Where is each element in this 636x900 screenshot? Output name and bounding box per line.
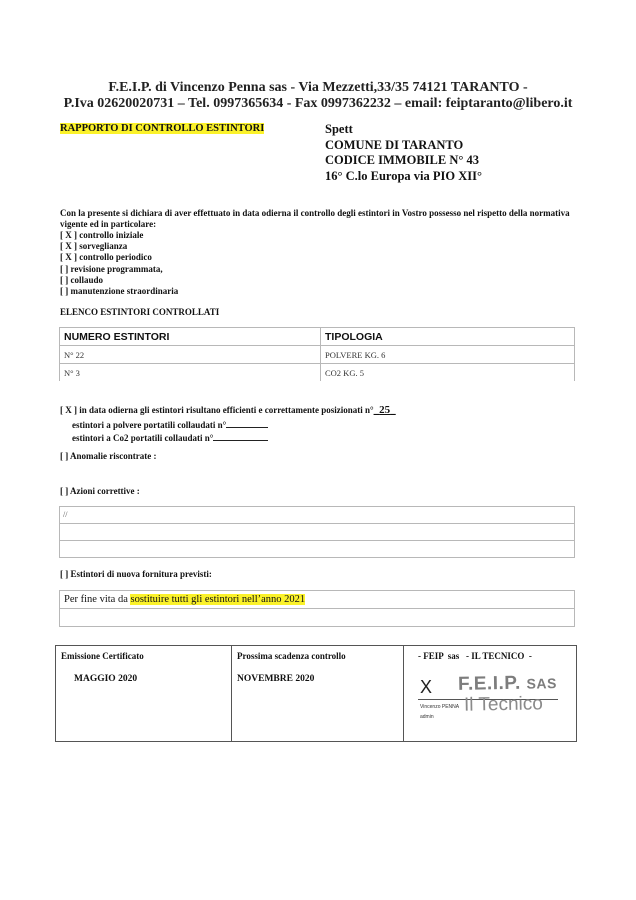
scadenza-column xyxy=(232,646,404,741)
table-row xyxy=(60,364,575,382)
azioni-label: [ ] Azioni correttive : xyxy=(60,486,140,496)
table-header-row xyxy=(60,328,575,346)
table-cell-number: N° 3 xyxy=(60,364,321,382)
anomalie-label: [ ] Anomalie riscontrate : xyxy=(60,451,157,461)
azioni-box xyxy=(59,506,575,558)
emissione-value: MAGGIO 2020 xyxy=(74,674,138,684)
checklist-mark: [ ] xyxy=(60,274,69,285)
recipient-name: COMUNE DI TARANTO xyxy=(325,137,464,152)
extinguisher-list-title: ELENCO ESTINTORI CONTROLLATI xyxy=(60,307,220,317)
polvere-blank xyxy=(226,419,268,428)
checklist-label: controllo periodico xyxy=(79,252,152,263)
recipient-code: CODICE IMMOBILE N° 43 xyxy=(325,153,479,167)
checklist-item xyxy=(60,264,178,275)
extinguisher-table xyxy=(59,327,575,381)
report-title-text: RAPPORTO DI CONTROLLO ESTINTORI xyxy=(60,123,265,134)
checklist-mark: [ X ] xyxy=(60,230,77,240)
intro-paragraph: Con la presente si dichiara di aver effettuato in data odierna il controllo degli estintori in Vostro possesso nel rispetto della normativa vigente ed in particolare: xyxy=(60,208,570,229)
scadenza-label: Prossima scadenza controllo xyxy=(237,651,346,661)
polvere-collaudati-line: estintori a polvere portatili collaudati n° xyxy=(72,419,268,432)
collaudo-lines xyxy=(72,419,268,444)
certificate-box xyxy=(55,645,577,742)
recipient-salutation: Spett xyxy=(325,122,353,136)
checklist-label: collaudo xyxy=(70,274,104,285)
company-header-line1: F.E.I.P. di Vincenzo Penna sas - Via Mezzetti,33/35 74121 TARANTO - xyxy=(108,80,528,95)
checklist-item xyxy=(60,230,178,241)
table-cell-number: N° 22 xyxy=(60,346,321,364)
checklist-item xyxy=(60,252,178,263)
checklist-item xyxy=(60,241,178,252)
report-title xyxy=(60,123,264,134)
nuova-fornitura-label: [ ] Estintori di nuova fornitura previsti: xyxy=(60,569,212,579)
tecnico-column xyxy=(404,646,576,741)
checklist-label: controllo iniziale xyxy=(79,230,144,240)
table-row xyxy=(60,346,575,364)
signature-x-mark: X xyxy=(420,677,433,697)
column-header-type: TIPOLOGIA xyxy=(321,328,575,346)
recipient-block xyxy=(325,122,482,184)
checklist-item xyxy=(60,286,178,297)
co2-collaudati-line: estintori a Co2 portatili collaudati n° xyxy=(72,432,268,445)
checklist-mark: [ X ] xyxy=(60,252,77,263)
emissione-label: Emissione Certificato xyxy=(61,651,144,661)
checklist-label: sorveglianza xyxy=(79,241,128,252)
co2-blank xyxy=(213,432,268,441)
scadenza-value: NOVEMBRE 2020 xyxy=(237,674,315,684)
azioni-row xyxy=(60,541,574,558)
checklist-item xyxy=(60,275,178,286)
checklist-mark: [ ] xyxy=(60,263,69,274)
stamp-tecnico: Il Tecnico xyxy=(463,693,544,716)
signature-role: admin xyxy=(420,714,434,720)
tecnico-label: - FEIP sas - IL TECNICO - xyxy=(418,651,532,661)
table-cell-type: CO2 KG. 5 xyxy=(321,364,575,382)
stamp-company: F.E.I.P. SAS xyxy=(457,672,558,695)
recipient-address: 16° C.lo Europa via PIO XII° xyxy=(325,168,483,183)
checklist-mark: [ ] xyxy=(60,286,69,297)
status-count: _25_ xyxy=(373,404,396,416)
checklist-label: manutenzione straordinaria xyxy=(70,286,179,297)
status-statement xyxy=(60,405,396,416)
status-prefix: [ X ] in data odierna gli estintori risultano efficienti e correttamente posizionati n° xyxy=(60,405,374,415)
fornitura-box xyxy=(59,590,575,627)
checklist-mark: [ X ] xyxy=(60,241,77,252)
column-header-number: NUMERO ESTINTORI xyxy=(60,328,321,346)
control-checklist xyxy=(60,230,178,297)
table-cell-type: POLVERE KG. 6 xyxy=(321,346,575,364)
emissione-column xyxy=(56,646,232,741)
fornitura-row-empty xyxy=(60,609,574,627)
fornitura-prefix: Per fine vita da xyxy=(64,594,131,605)
azioni-row: // xyxy=(60,507,574,524)
signature-name: Vincenzo PENNA xyxy=(420,704,460,710)
company-header-line2: P.Iva 02620020731 – Tel. 0997365634 - Fax 0997362232 – email: feiptaranto@libero.it xyxy=(63,96,573,111)
checklist-label: revisione programmata, xyxy=(70,263,163,274)
azioni-row xyxy=(60,524,574,541)
fornitura-highlight: sostituire tutti gli estintori nell’anno 2021 xyxy=(130,594,306,605)
fornitura-row xyxy=(60,591,574,609)
